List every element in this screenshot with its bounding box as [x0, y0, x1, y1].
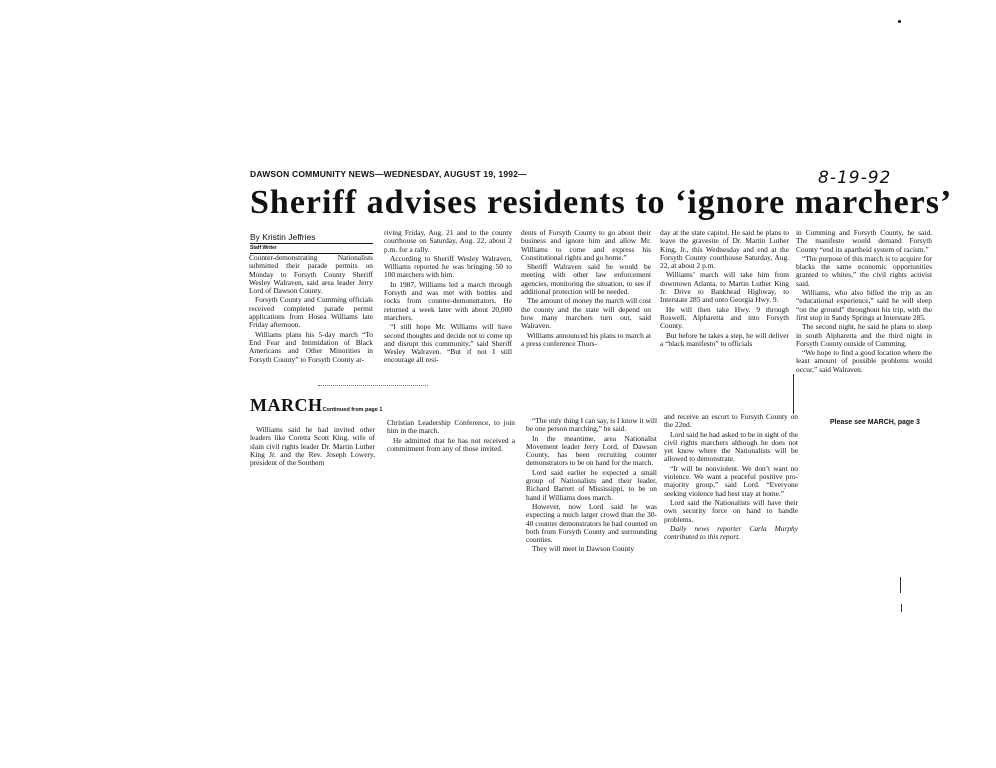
- paragraph: Lord said he had asked to be in sight of the civil rights marchers although he does not yet know where the Nationalists will be allowed to demonstrate.: [664, 429, 798, 464]
- paragraph: Lord said the Nationalists will have their own security force on hand to handle problems.: [664, 497, 798, 524]
- paragraph: riving Friday, Aug. 21 and to the county courthouse on Saturday, Aug. 22, about 2 p.m. for a rally.: [384, 228, 512, 254]
- paragraph: Counter-demonstrating Nationalists submitted their parade permits on Monday to Forsyth County Sheriff Wesley Walraven, said area leader Jerry Lord of Dawson County.: [249, 253, 373, 296]
- paragraph: “The purpose of this march is to acquire for blacks the same economic opportunities granted to whites,” the civil rights activist said.: [796, 253, 932, 288]
- headline: Sheriff advises residents to ‘ignore marchers’: [250, 184, 953, 221]
- story-column-2: [384, 229, 512, 366]
- paragraph: They will meet in Dawson County: [532, 544, 635, 554]
- paragraph: Williams announced his plans to march at a press conference Thurs-: [521, 330, 651, 348]
- paragraph: The second night, he said he plans to sleep in south Alpharetta and the third night in Forsyth County outside of Cumming.: [796, 322, 932, 348]
- paragraph: However, now Lord said he was expecting a much larger crowd than the 30-40 counter demonstrators he had counted on both from Forsyth County and surrounding counties.: [526, 501, 657, 545]
- paragraph: In the meantime, area Nationalist Movement leader Jerry Lord, of Dawson County, has been recruiting counter demonstrators to be on hand for the march.: [526, 433, 657, 468]
- byline: By Kristin Jeffries: [250, 232, 373, 244]
- jump-column-4: [664, 413, 798, 542]
- paragraph: Forsyth County and Cumming officials received completed parade permit applications from Hosea Williams late Friday afternoon.: [249, 295, 373, 330]
- paragraph: and receive an escort to Forsyth County on the 22nd.: [664, 412, 798, 430]
- story-column-4: [660, 229, 789, 349]
- paragraph: He admitted that he has not received a commitment from any of those invited.: [387, 435, 515, 453]
- column-rule: [793, 374, 794, 414]
- paragraph: “The only thing I can say, is I know it will be one person marching,” he said.: [526, 416, 657, 434]
- jump-column-1: [250, 426, 375, 468]
- paragraph: Williams plans his 5-day march “To End Fear and Intimidation of Black Americans and Other Minorities in Forsyth County” to Forsyth County ar-: [249, 329, 373, 364]
- scan-edge-mark: [901, 604, 902, 612]
- byline-role: Staff Writer: [250, 245, 373, 254]
- paragraph: But before he takes a step, he will deliver a “black manifesto” to officials: [660, 330, 789, 348]
- paragraph: In 1987, Williams led a march through Forsyth and was met with bottles and rocks from counter-demonstrators. He returned a week later with about 20,000 marchers.: [384, 279, 512, 322]
- scan-speck: [898, 20, 901, 23]
- scan-edge-mark: [900, 577, 901, 593]
- paragraph: Williams, who also billed the trip as an “educational experience,” said he will sleep “on the ground” throughout his trip, with the first stop in Sandy Springs at Interstate 285.: [796, 288, 932, 322]
- jump-subtitle: Continued from page 1: [322, 407, 383, 413]
- paragraph: Sheriff Walraven said he would be meeting with other law enforcement agencies, monitoring the situation, to see if additional protection will be needed.: [521, 262, 651, 297]
- paragraph: “We hope to find a good location where the least amount of possible problems would occur,” said Walraven.: [796, 348, 932, 374]
- jump-column-2: [387, 419, 515, 454]
- paragraph: Lord said earlier he expected a small group of Nationalists and their leader, Richard Barrett of Mississippi, to be on hand if Williams does march.: [526, 467, 657, 502]
- paragraph: in Cumming and Forsyth County, he said. The manifesto would demand Forsyth County “end its apartheid system of racism.”: [796, 228, 932, 254]
- paragraph: day at the state capitol. He said he plans to leave the gravesite of Dr. Martin Luther King, Jr., this Wednesday and end at the Forsyth County courthouse Saturday, Aug. 22, at about 2 p.m.: [660, 228, 789, 271]
- paragraph: “It will be nonviolent. We don’t want no violence. We want a peaceful positive pro-majority group,” said Lord. “Everyone seeking violence had best stay at home.”: [664, 463, 798, 498]
- paragraph: Williams said he had invited other leaders like Coretta Scott King, wife of slain civil rights leader Dr. Martin Luther King Jr. and the Rev. Joseph Lowery, president of the Southern: [250, 425, 375, 468]
- see-also-note: Please see MARCH, page 3: [830, 419, 920, 426]
- cut-line: [318, 385, 428, 386]
- jump-title: MARCH: [250, 395, 323, 415]
- jump-column-3: [526, 417, 657, 555]
- story-column-1: [249, 254, 373, 365]
- credit-line: Daily news reporter Carla Murphy contributed to this report.: [664, 523, 798, 542]
- paragraph: Christian Leadership Conference, to join him in the march.: [387, 418, 515, 436]
- paragraph: “I still hope Mr. Williams will have second thoughts and decide not to come up and disrupt this community,” said Sheriff Wesley Walraven. “But if not I still encourage all resi-: [384, 322, 512, 365]
- paragraph: dents of Forsyth County to go about their business and ignore him and allow Mr. Williams to come and express his Constitutional rights and go home.”: [521, 228, 651, 262]
- story-column-5: [796, 229, 932, 375]
- byline-block: [250, 232, 373, 254]
- paragraph: According to Sheriff Wesley Walraven, Williams reported he was bringing 50 to 100 marchers with him.: [384, 253, 512, 280]
- story-column-3: [521, 229, 651, 349]
- paragraph: He will then take Hwy. 9 through Roswell, Alpharetta and into Forsyth County.: [660, 304, 789, 331]
- masthead: DAWSON COMMUNITY NEWS—WEDNESDAY, AUGUST 19, 1992—: [250, 169, 527, 179]
- jump-header: [250, 395, 382, 416]
- paragraph: The amount of money the march will cost the county and the state will depend on how many marchers turn out, said Walraven.: [521, 296, 651, 331]
- handwritten-date: 8-19-92: [818, 168, 892, 188]
- paragraph: Williams’ march will take him from downtown Atlanta, to Martin Luther King Jr. Drive to Bankhead Highway, to Interstate 285 and onto Georgia Hwy. 9.: [660, 270, 789, 305]
